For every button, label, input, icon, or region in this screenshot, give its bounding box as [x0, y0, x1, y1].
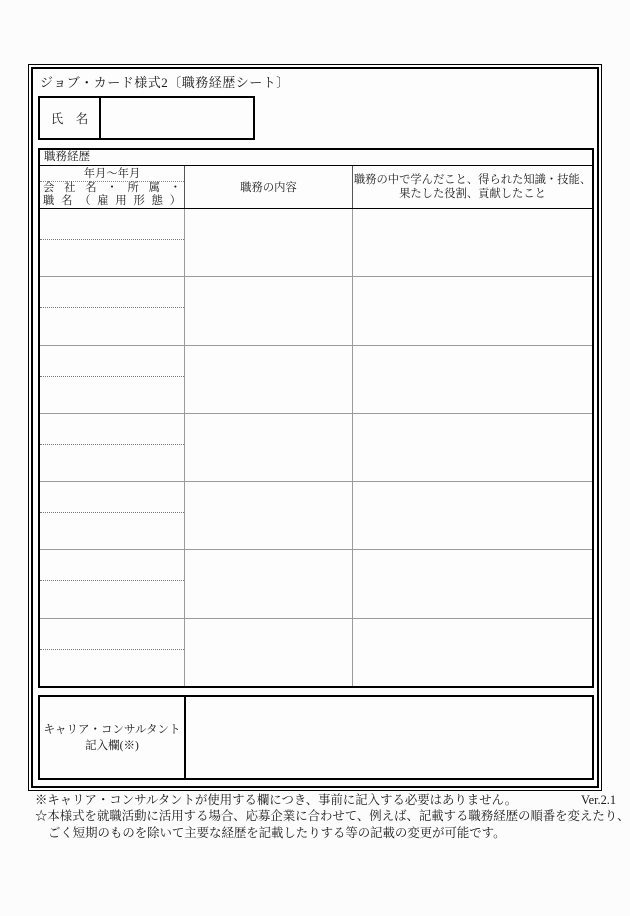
cell-company-period	[40, 209, 185, 276]
work-history-caption: 職務経歴	[40, 150, 592, 166]
cell-company-period	[40, 414, 185, 481]
duties-input-field[interactable]	[185, 277, 353, 344]
duties-input-field[interactable]	[185, 482, 353, 549]
period-input-field[interactable]	[40, 414, 184, 444]
period-input-field[interactable]	[40, 619, 184, 649]
table-row	[40, 209, 592, 277]
company-input-field[interactable]	[40, 581, 184, 617]
table-body	[40, 209, 592, 686]
consultant-entry-field[interactable]	[186, 697, 592, 778]
header-col-company	[40, 166, 185, 208]
form-page	[28, 64, 602, 791]
learned-input-field[interactable]	[353, 277, 592, 344]
duties-input-field[interactable]	[185, 346, 353, 413]
cell-company-period	[40, 277, 185, 344]
learned-input-field[interactable]	[353, 482, 592, 549]
period-input-field[interactable]	[40, 277, 184, 307]
duties-input-field[interactable]	[185, 414, 353, 481]
company-input-field[interactable]	[40, 377, 184, 413]
learned-input-field[interactable]	[353, 346, 592, 413]
header-period-label: 年月〜年月	[40, 166, 184, 182]
header-col-duties: 職務の内容	[185, 166, 353, 208]
period-input-field[interactable]	[40, 346, 184, 376]
duties-input-field[interactable]	[185, 619, 353, 686]
consultant-box	[38, 695, 594, 780]
company-input-field[interactable]	[40, 650, 184, 686]
cell-company-period	[40, 482, 185, 549]
period-input-field[interactable]	[40, 482, 184, 512]
work-history-table	[38, 148, 594, 688]
learned-input-field[interactable]	[353, 619, 592, 686]
period-input-field[interactable]	[40, 550, 184, 580]
consultant-label: キャリア・コンサルタント 記入欄(※)	[40, 697, 186, 778]
table-row	[40, 277, 592, 345]
footer-note-1: ※キャリア・コンサルタントが使用する欄につき、事前に記入する必要はありません。 Ver.2.1	[35, 793, 617, 807]
table-row	[40, 414, 592, 482]
name-label: 氏 名	[40, 98, 101, 138]
page-title: ジョブ・カード様式2〔職務経歴シート〕	[40, 75, 290, 90]
table-row	[40, 619, 592, 686]
duties-input-field[interactable]	[185, 209, 353, 276]
cell-company-period	[40, 619, 185, 686]
table-row	[40, 482, 592, 550]
name-box	[38, 96, 255, 140]
header-col-learned: 職務の中で学んだこと、得られた知識・技能、 果たした役割、貢献したこと	[353, 174, 592, 200]
footer-note-3: ごく短期のものを除いて主要な経歴を記載したりする等の記載の変更が可能です。	[48, 825, 506, 840]
table-header-row	[40, 166, 592, 209]
company-input-field[interactable]	[40, 308, 184, 344]
cell-company-period	[40, 550, 185, 617]
learned-input-field[interactable]	[353, 209, 592, 276]
duties-input-field[interactable]	[185, 550, 353, 617]
learned-input-field[interactable]	[353, 414, 592, 481]
company-input-field[interactable]	[40, 445, 184, 481]
table-row	[40, 346, 592, 414]
footer-note-2: ☆本様式を就職活動に活用する場合、応募企業に合わせて、例えば、記載する職務経歴の順番を変えたり、	[35, 809, 630, 824]
cell-company-period	[40, 346, 185, 413]
version-label: Ver.2.1	[581, 793, 617, 807]
footer-notes	[35, 792, 629, 841]
table-row	[40, 550, 592, 618]
company-input-field[interactable]	[40, 513, 184, 549]
company-input-field[interactable]	[40, 240, 184, 276]
header-company-label: 会社名・所属・ 職名（雇用形態）	[43, 182, 181, 207]
name-input-field[interactable]	[101, 98, 253, 138]
learned-input-field[interactable]	[353, 550, 592, 617]
period-input-field[interactable]	[40, 209, 184, 239]
